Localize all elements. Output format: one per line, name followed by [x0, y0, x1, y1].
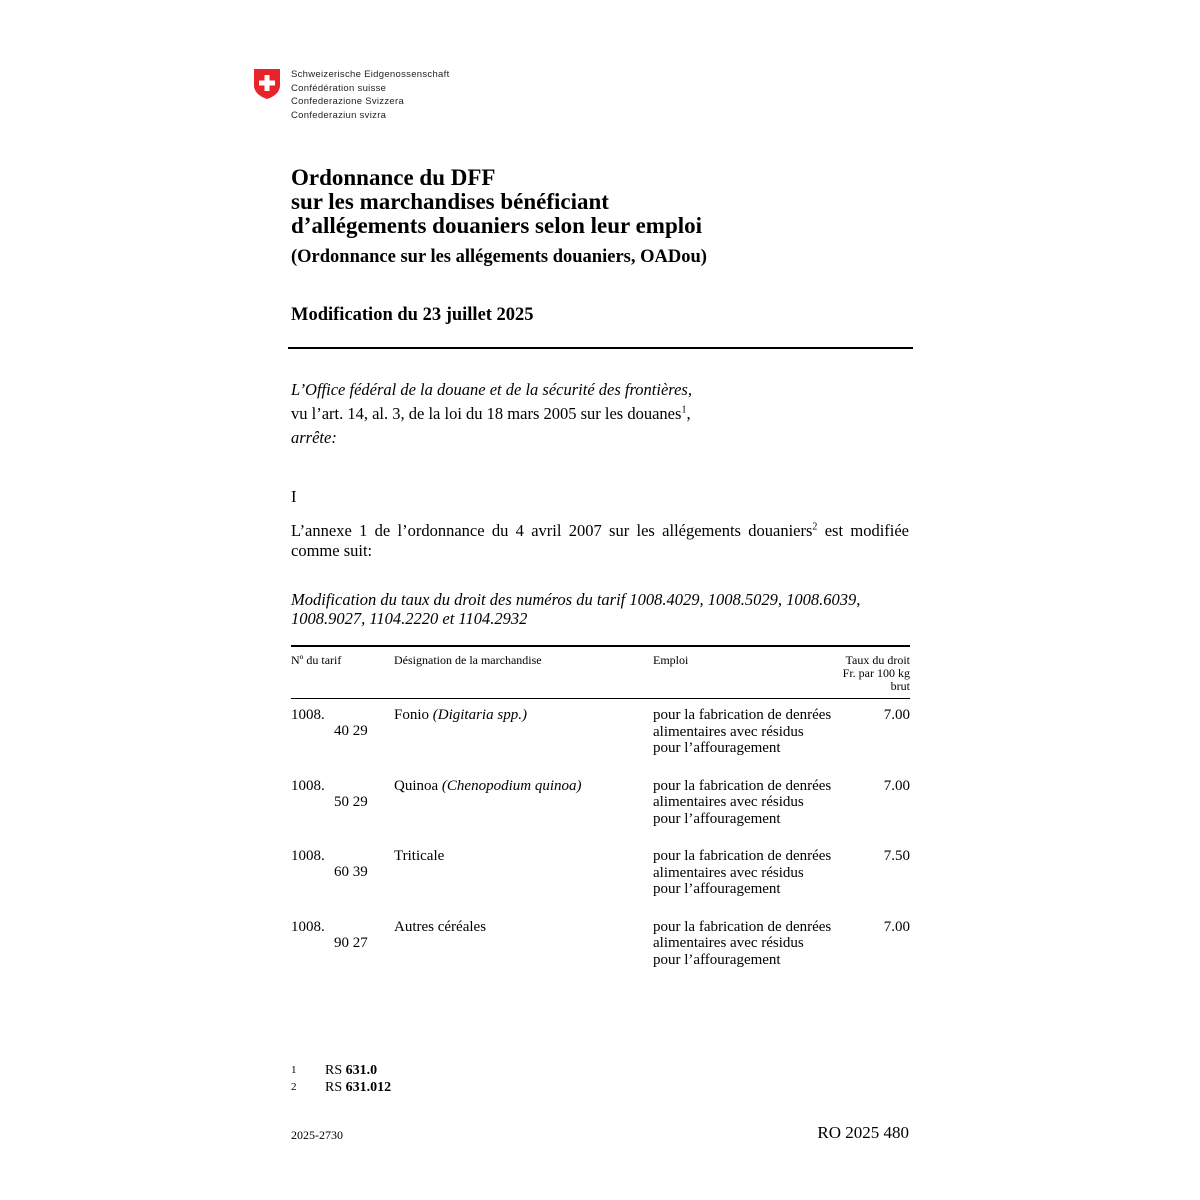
- swiss-cross-shield-icon: [253, 68, 281, 100]
- tariff-subheading: 50 29: [334, 793, 368, 810]
- header-rate-line-2: Fr. par 100 kg: [842, 665, 910, 680]
- footnote-ref-1[interactable]: 1: [681, 404, 687, 416]
- modification-date: Modification du 23 juillet 2025: [291, 305, 534, 325]
- footnote-sr-link[interactable]: 631.0: [345, 1063, 378, 1078]
- goods-use: pour la fabrication de denrées alimentaires avec résidus pour l’affouragement: [653, 777, 832, 827]
- header-tariff-no: Nº du tarif: [291, 652, 342, 667]
- goods-name: Autres céréales: [394, 918, 487, 935]
- duty-rate: 7.00: [883, 918, 910, 935]
- footnote-ref-2[interactable]: 2: [812, 521, 818, 533]
- title-line-1: Ordonnance du DFF: [291, 165, 496, 190]
- goods-use: pour la fabrication de denrées alimentaires avec résidus pour l’affouragement: [653, 918, 832, 968]
- table-row: [291, 699, 910, 770]
- document-number: 2025-2730: [291, 1128, 343, 1142]
- confederation-name-de: Schweizerische Eidgenossenschaft: [291, 69, 450, 80]
- table-row: [291, 911, 910, 982]
- amendment-paragraph: [291, 521, 909, 561]
- confederation-name-it: Confederazione Svizzera: [291, 96, 405, 107]
- footnote-sr-link[interactable]: 631.012: [345, 1080, 392, 1095]
- confederation-name-fr: Confédération suisse: [291, 82, 387, 94]
- section-number: I: [291, 487, 297, 506]
- title-block: [291, 166, 911, 268]
- goods-designation: [394, 778, 582, 795]
- header-designation: Désignation de la marchandise: [394, 652, 542, 667]
- goods-use: pour la fabrication de denrées alimentaires avec résidus pour l’affouragement: [653, 707, 832, 756]
- confederation-header: [253, 68, 450, 122]
- goods-name: Quinoa: [394, 777, 442, 794]
- duty-rate: 7.50: [883, 848, 910, 864]
- confederation-name-rm: Confederaziun svizra: [291, 109, 387, 121]
- tariff-table: [291, 645, 910, 981]
- goods-use: pour la fabrication de denrées alimentaires avec résidus pour l’affouragement: [653, 848, 832, 897]
- table-row: [291, 840, 910, 911]
- paragraph-text-end: est modifiée comme suit:: [291, 521, 910, 560]
- footnotes: [291, 1062, 391, 1096]
- footnote-number: 2: [291, 1081, 297, 1093]
- legal-basis-text: vu l’art. 14, al. 3, de la loi du 18 mars 2005 sur les douanes: [291, 404, 682, 423]
- footnote-text: [325, 1079, 391, 1096]
- issuing-authority: L’Office fédéral de la douane et de la sécurité des frontières,: [291, 380, 692, 399]
- duty-rate: 7.00: [883, 707, 910, 723]
- table-row: [291, 770, 910, 841]
- table-caption: Modification du taux du droit des numéros du tarif 1008.4029, 1008.5029, 1008.6039, 1008.9027, 1104.2220 et 1104.2932: [291, 590, 861, 628]
- footnote-2: [291, 1079, 391, 1096]
- header-rate: [843, 654, 910, 693]
- footnote-prefix: RS: [325, 1063, 346, 1078]
- goods-designation: [394, 848, 444, 865]
- confederation-names: [291, 68, 450, 122]
- tariff-subheading: 60 39: [334, 864, 368, 880]
- legal-basis: [291, 402, 692, 426]
- tariff-chapter: 1008.: [291, 918, 325, 935]
- table-header: [291, 647, 910, 698]
- header-use: Emploi: [653, 652, 689, 667]
- goods-designation: [394, 919, 486, 936]
- legal-basis-end: ,: [686, 404, 691, 423]
- tariff-subheading: 90 27: [334, 934, 368, 951]
- decree-word: arrête:: [291, 428, 337, 447]
- footnote-1: [291, 1062, 391, 1079]
- header-rate-line-1: Taux du droit: [845, 652, 910, 667]
- footnote-prefix: RS: [325, 1080, 346, 1095]
- ro-reference: RO 2025 480: [817, 1123, 909, 1142]
- tariff-chapter: 1008.: [291, 848, 325, 864]
- tariff-subheading: 40 29: [334, 723, 368, 739]
- paragraph-text: L’annexe 1 de l’ordonnance du 4 avril 2007 sur les allégements douaniers: [291, 521, 813, 540]
- title-separator: [288, 347, 913, 349]
- goods-name: Triticale: [394, 848, 445, 864]
- goods-scientific-name: (Chenopodium quinoa): [441, 777, 582, 794]
- goods-scientific-name: (Digitaria spp.): [432, 707, 527, 723]
- ordinance-short-title: (Ordonnance sur les allégements douaniers, OADou): [291, 247, 707, 267]
- goods-name: Fonio: [394, 707, 433, 723]
- tariff-chapter: 1008.: [291, 777, 325, 794]
- footnote-number: 1: [291, 1064, 297, 1076]
- footnote-text: [325, 1062, 377, 1079]
- goods-designation: [394, 707, 527, 724]
- preamble: [291, 378, 692, 450]
- title-line-2: sur les marchandises bénéficiant: [291, 189, 609, 214]
- header-rate-line-3: brut: [890, 678, 910, 693]
- tariff-chapter: 1008.: [291, 707, 325, 723]
- title-line-3: d’allégements douaniers selon leur emploi: [291, 213, 703, 238]
- duty-rate: 7.00: [883, 777, 910, 794]
